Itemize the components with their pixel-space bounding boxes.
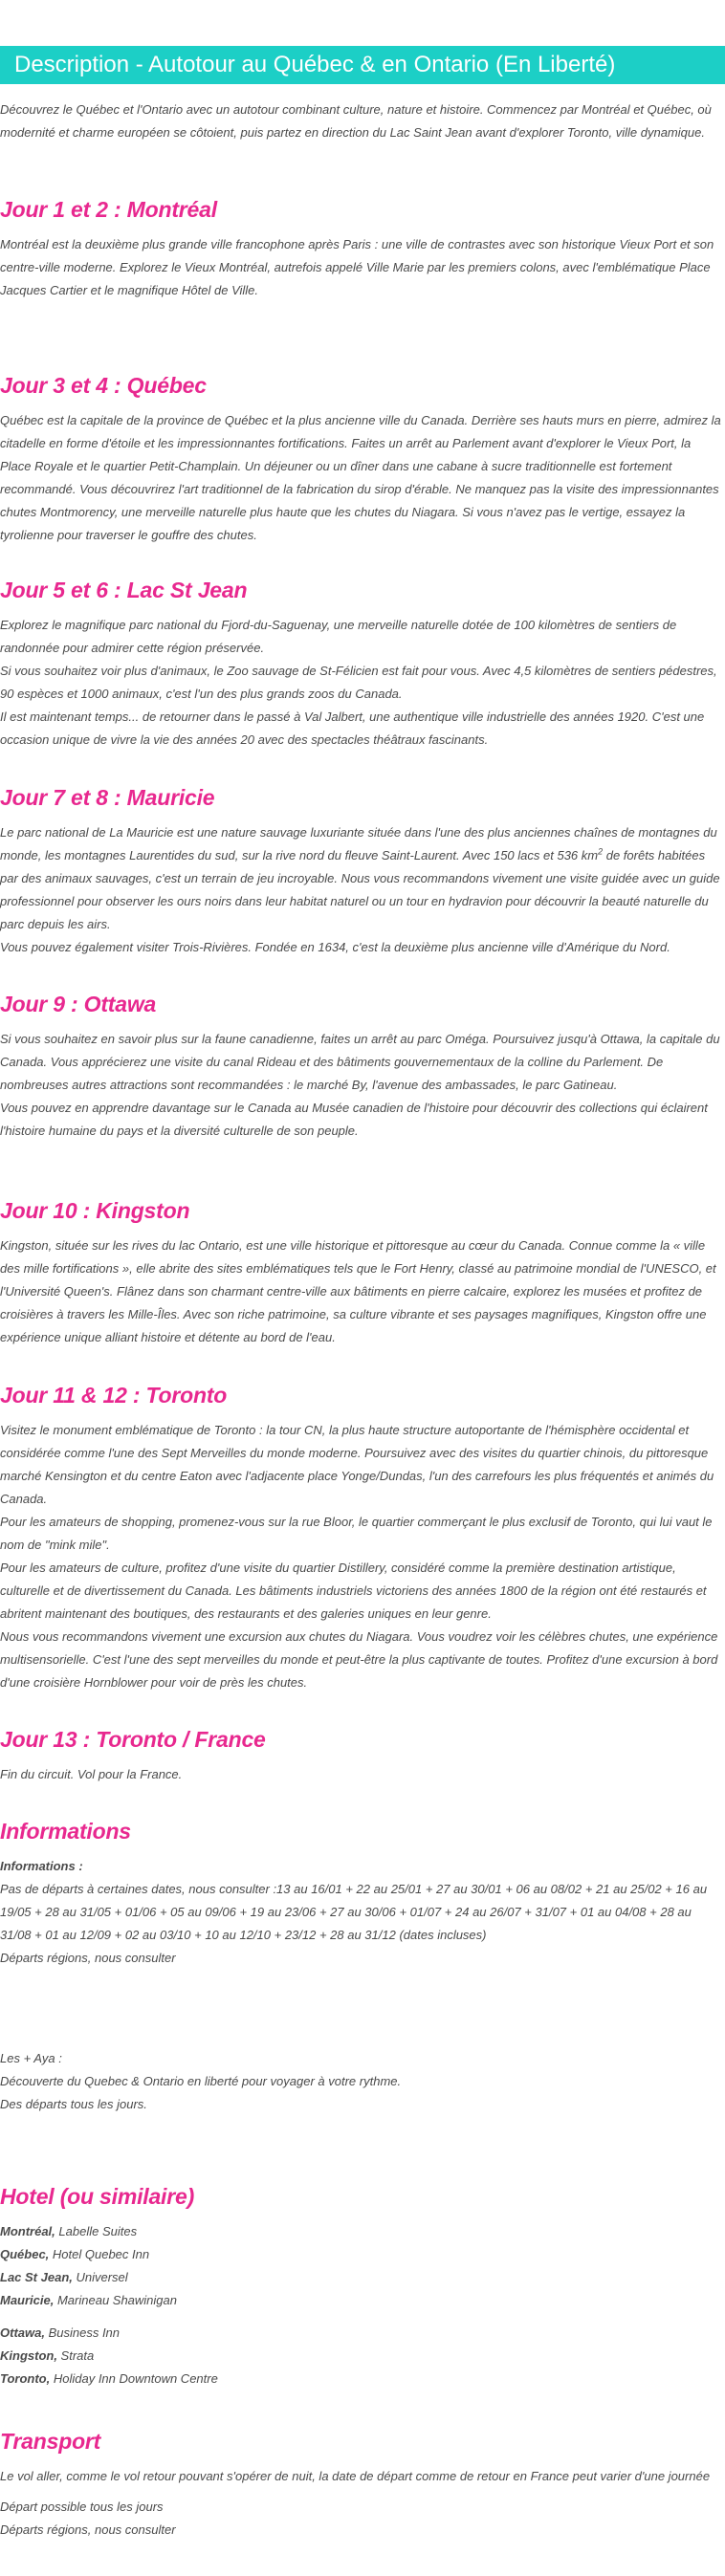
day-text: Nous vous recommandons vivement une excursion aux chutes du Niagara. Vous voudrez voir les célèbres chutes, une expérience multisensorielle. C'est l'une des sept merveilles du monde et peut-être la plus captivante de toutes. Profitez d'une excursion à bord d'une croisière Hornblower pour voir de près les chutes. [0, 1629, 718, 1690]
day-section-montreal [0, 195, 723, 302]
informations-dates: Pas de départs à certaines dates, nous consulter :13 au 16/01 + 22 au 25/01 + 27 au 30/01 + 06 au 08/02 + 21 au 25/02 + 16 au 19/05 + 28 au 31/05 + 01/06 + 05 au 09/06 + 19 au 23/06 + 27 au 30/06 + 01/07 + 24 au 26/07 + 31/07 + 01 au 04/08 + 28 au 31/08 + 01 au 12/09 + 02 au 03/10 + 10 au 12/10 + 23/12 + 28 au 31/12 (dates incluses) [0, 1882, 708, 1942]
hotel-item [0, 2289, 723, 2312]
informations-label-text: Informations : [0, 1859, 83, 1873]
day-title: Jour 1 et 2 : Montréal [0, 197, 217, 222]
transport-title: Transport [0, 2429, 101, 2454]
hotel-list [0, 2322, 723, 2390]
plus-aya-label: Les + Aya : [0, 2051, 62, 2065]
transport-line: Départ possible tous les jours [0, 2500, 164, 2514]
hotel-item [0, 2243, 723, 2266]
day-title: Jour 10 : Kingston [0, 1198, 190, 1223]
hotel-item [0, 2368, 723, 2390]
hotel-list [0, 2220, 723, 2312]
superscript: 2 [598, 846, 604, 857]
day-text-part: Le parc national de La Mauricie est une nature sauvage luxuriante située dans l'une des plus anciennes chaînes de montagnes du monde, les montagnes Laurentides du sud, sur la rive nord du fleuve Saint-Laurent. Avec 150 lacs et 536 km [0, 825, 717, 862]
hotel-city: Montréal, [0, 2224, 55, 2238]
day-text: Montréal est la deuxième plus grande ville francophone après Paris : une ville de contrastes avec son historique Vieux Port et son centre-ville moderne. Explorez le Vieux Montréal, autrefois appelé Ville Marie par les premiers colons, avec l'emblématique Place Jacques Cartier et le magnifique Hôtel de Ville. [0, 237, 714, 297]
informations-title: Informations [0, 1819, 131, 1844]
plus-aya-line: Découverte du Quebec & Ontario en liberté pour voyager à votre rythme. [0, 2074, 402, 2088]
day-text: Si vous souhaitez voir plus d'animaux, le Zoo sauvage de St-Félicien est fait pour vous. Avec 4,5 kilomètres de sentiers pédestres, 90 espèces et 1000 animaux, c'est l'un des plus grands zoos du Canada. [0, 664, 717, 701]
day-text: Il est maintenant temps... de retourner dans le passé à Val Jalbert, une authentique ville industrielle des années 1920. C'est une occasion unique de vivre la vie des années 20 avec des spectacles théâtraux fascinants. [0, 709, 705, 747]
hotel-item [0, 2322, 723, 2345]
hotel-name: Holiday Inn Downtown Centre [50, 2371, 218, 2386]
day-section-toronto-france [0, 1725, 723, 1786]
hotel-item [0, 2266, 723, 2289]
day-title: Jour 13 : Toronto / France [0, 1727, 266, 1752]
hotel-city: Lac St Jean, [0, 2270, 73, 2284]
day-text: Vous pouvez également visiter Trois-Rivières. Fondée en 1634, c'est la deuxième plus ancienne ville d'Amérique du Nord. [0, 940, 670, 954]
hotel-city: Mauricie, [0, 2293, 55, 2307]
day-text: Si vous souhaitez en savoir plus sur la faune canadienne, faites un arrêt au parc Oméga. Poursuivez jusqu'à Ottawa, la capitale du Canada. Vous apprécierez une visite du canal Rideau et des bâtiments gouvernementaux de la colline du Parlement. De nombreuses autres attractions sont recommandées : le marché By, l'avenue des ambassades, le parc Gatineau. [0, 1032, 720, 1092]
hotel-title: Hotel (ou similaire) [0, 2184, 195, 2209]
hotel-city: Québec, [0, 2247, 50, 2261]
day-title: Jour 3 et 4 : Québec [0, 373, 207, 398]
hotel-item [0, 2345, 723, 2368]
day-section-lac-st-jean [0, 576, 723, 752]
transport-section [0, 2427, 723, 2542]
hotel-name: Labelle Suites [55, 2224, 138, 2238]
hotel-name: Strata [56, 2348, 95, 2363]
day-text [0, 821, 723, 936]
day-text: Québec est la capitale de la province de Québec et la plus ancienne ville du Canada. Derrière ses hauts murs en pierre, admirez la citadelle en forme d'étoile et les impressionnantes fortifications. Faites un arrêt au Parlement avant d'explorer le Vieux Port, la Place Royale et le quartier Petit-Champlain. Un déjeuner ou un dîner dans une cabane à sucre traditionnelle est fortement recommandé. Vous découvrirez l'art traditionnel de la fabrication du sirop d'érable. Ne manquez pas la visite des impressionnantes chutes Montmorency, une merveille naturelle plus haute que les chutes du Niagara. Si vous n'avez pas le vertige, essayez la tyrolienne pour traverser le gouffre des chutes. [0, 413, 721, 542]
day-text: Pour les amateurs de culture, profitez d'une visite du quartier Distillery, considéré comme la première destination artistique, culturelle et de divertissement du Canada. Les bâtiments industriels victoriens des années 1800 de la région ont été restaurés et abritent maintenant des boutiques, des restaurants et des galeries uniques en leur genre. [0, 1561, 707, 1621]
day-text: Pour les amateurs de shopping, promenez-vous sur la rue Bloor, le quartier commerçant le plus exclusif de Toronto, qui lui vaut le nom de "mink mile". [0, 1515, 713, 1552]
day-title: Jour 5 et 6 : Lac St Jean [0, 578, 248, 602]
informations-section [0, 1817, 723, 1970]
day-section-toronto [0, 1381, 723, 1694]
description-banner [0, 46, 725, 84]
day-text: Visitez le monument emblématique de Toronto : la tour CN, la plus haute structure autoportante de l'hémisphère occidental et considérée comme l'une des Sept Merveilles du monde moderne. Poursuivez avec des visites du quartier chinois, du pittoresque marché Kensington et du centre Eaton avec l'adjacente place Yonge/Dundas, l'un des carrefours les plus fréquentés et animés du Canada. [0, 1423, 714, 1506]
day-section-kingston [0, 1196, 723, 1349]
day-section-mauricie [0, 783, 723, 959]
hotel-section [0, 2182, 723, 2390]
day-text: Kingston, située sur les rives du lac Ontario, est une ville historique et pittoresque au cœur du Canada. Connue comme la « ville des mille fortifications », elle abrite des sites emblématiques tels que le Fort Henry, classé au patrimoine mondial de l'UNESCO, et l'Université Queen's. Flânez dans son charmant centre-ville aux bâtiments en pierre calcaire, explorez les musées et profitez de croisières à travers les Mille-Îles. Avec son riche patrimoine, sa culture vibrante et ses paysages magnifiques, Kingston offre une expérience unique alliant histoire et détente au bord de l'eau. [0, 1238, 716, 1344]
day-text-part: de forêts habitées par des animaux sauvages, c'est un terrain de jeu incroyable. Nous vous recommandons vivement une visite guidée avec un guide professionnel pour observer les ours noirs dans leur habitat naturel ou un tour en hydravion pour découvrir la beauté naturelle du parc depuis les airs. [0, 848, 720, 931]
plus-aya-block [0, 2047, 723, 2116]
day-title: Jour 7 et 8 : Mauricie [0, 785, 215, 810]
day-title: Jour 9 : Ottawa [0, 992, 157, 1016]
hotel-name: Business Inn [44, 2325, 121, 2340]
informations-label [0, 1855, 723, 1878]
transport-line: Départs régions, nous consulter [0, 2522, 176, 2537]
day-title: Jour 11 & 12 : Toronto [0, 1383, 228, 1408]
informations-regions: Départs régions, nous consulter [0, 1951, 176, 1965]
intro-block [0, 98, 723, 144]
day-section-quebec [0, 371, 723, 547]
banner-title: Description - Autotour au Québec & en Ontario (En Liberté) [14, 52, 616, 77]
hotel-name: Hotel Quebec Inn [49, 2247, 150, 2261]
transport-text: Le vol aller, comme le vol retour pouvant s'opérer de nuit, la date de départ comme de retour en France peut varier d'une journée [0, 2469, 711, 2483]
day-text: Vous pouvez en apprendre davantage sur le Canada au Musée canadien de l'histoire pour découvrir des collections qui éclairent l'histoire humaine du pays et la diversité culturelle de son peuple. [0, 1101, 708, 1138]
day-text: Fin du circuit. Vol pour la France. [0, 1767, 183, 1781]
plus-aya-line: Des départs tous les jours. [0, 2097, 147, 2111]
hotel-city: Kingston, [0, 2348, 57, 2363]
day-section-ottawa [0, 990, 723, 1143]
hotel-city: Toronto, [0, 2371, 51, 2386]
hotel-name: Universel [72, 2270, 128, 2284]
hotel-name: Marineau Shawinigan [54, 2293, 177, 2307]
hotel-city: Ottawa, [0, 2325, 45, 2340]
day-text: Explorez le magnifique parc national du Fjord-du-Saguenay, une merveille naturelle dotée de 100 kilomètres de sentiers de randonnée pour admirer cette région préservée. [0, 618, 677, 655]
intro-text: Découvrez le Québec et l'Ontario avec un autotour combinant culture, nature et histoire. Commencez par Montréal et Québec, où modernité et charme européen se côtoient, puis partez en direction du Lac Saint Jean avant d'explorer Toronto, ville dynamique. [0, 102, 712, 140]
hotel-item [0, 2220, 723, 2243]
